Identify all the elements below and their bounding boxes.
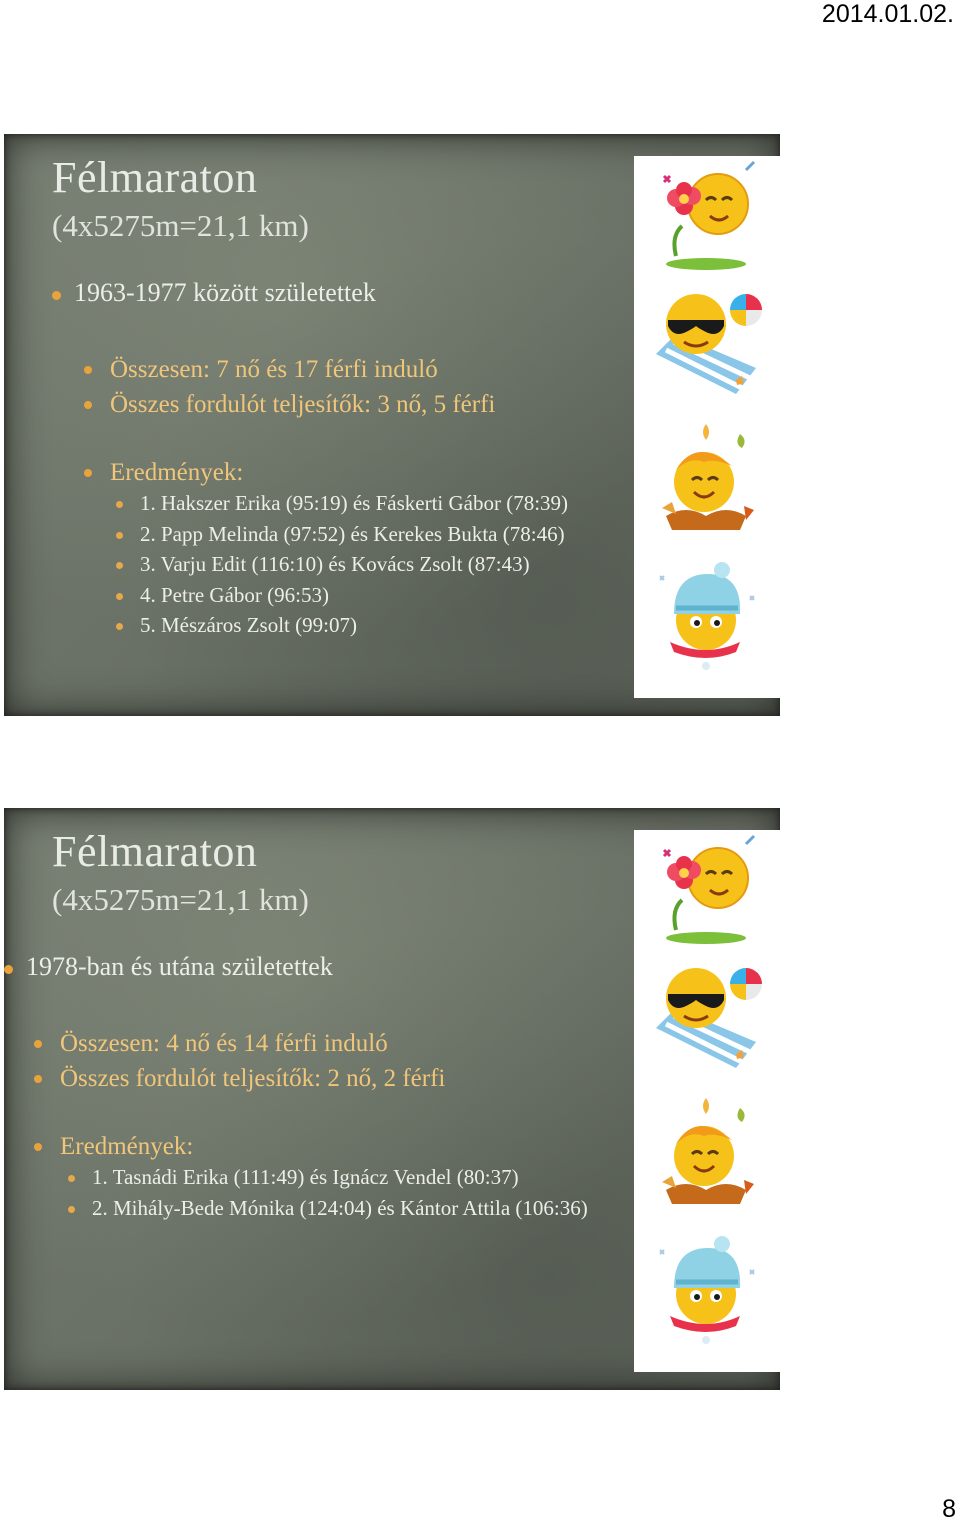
stat-item: Összesen: 4 nő és 14 férfi induló	[34, 1026, 445, 1061]
results-label: Eredmények:	[84, 455, 243, 490]
slide-2	[4, 808, 780, 1390]
stat-item: Összesen: 7 nő és 17 férfi induló	[84, 352, 495, 387]
group-heading: 1978-ban és utána születettek	[4, 952, 333, 982]
group-list	[4, 952, 333, 982]
summer-sunglasses-emoji-icon	[646, 284, 764, 402]
emoji-strip	[634, 156, 780, 698]
spring-flower-emoji-icon	[646, 156, 764, 274]
results-list	[68, 1162, 588, 1223]
summer-sunglasses-emoji-icon	[646, 958, 764, 1076]
stat-item: Összes fordulót teljesítők: 3 nő, 5 férfi	[84, 387, 495, 422]
stats-list	[84, 352, 495, 422]
result-item: 5. Mészáros Zsolt (99:07)	[116, 610, 568, 641]
emoji-strip	[634, 830, 780, 1372]
result-item: 2. Mihály-Bede Mónika (124:04) és Kántor Attila (106:36)	[68, 1193, 588, 1224]
stat-item: Összes fordulót teljesítők: 2 nő, 2 férfi	[34, 1061, 445, 1096]
result-item: 3. Varju Edit (116:10) és Kovács Zsolt (87:43)	[116, 549, 568, 580]
results-list	[116, 488, 568, 641]
autumn-leaves-emoji-icon	[646, 1094, 764, 1212]
results-label: Eredmények:	[34, 1129, 193, 1164]
result-item: 4. Petre Gábor (96:53)	[116, 580, 568, 611]
slide-subtitle: (4x5275m=21,1 km)	[52, 882, 309, 917]
result-item: 1. Tasnádi Erika (111:49) és Ignácz Vendel (80:37)	[68, 1162, 588, 1193]
slide-title: Félmaraton	[52, 827, 258, 876]
slide-title: Félmaraton	[52, 153, 258, 202]
group-list	[52, 278, 376, 308]
results-heading-list	[84, 455, 243, 490]
slide-1	[4, 134, 780, 716]
result-item: 1. Hakszer Erika (95:19) és Fáskerti Gábor (78:39)	[116, 488, 568, 519]
page-number: 8	[942, 1495, 956, 1523]
group-heading: 1963-1977 között születettek	[52, 278, 376, 308]
winter-hat-emoji-icon	[646, 1230, 764, 1348]
autumn-leaves-emoji-icon	[646, 420, 764, 538]
results-heading-list	[34, 1129, 193, 1164]
spring-flower-emoji-icon	[646, 830, 764, 948]
stats-list	[34, 1026, 445, 1096]
slide-subtitle: (4x5275m=21,1 km)	[52, 208, 309, 243]
result-item: 2. Papp Melinda (97:52) és Kerekes Bukta (78:46)	[116, 519, 568, 550]
page-date: 2014.01.02.	[821, 0, 954, 28]
winter-hat-emoji-icon	[646, 556, 764, 674]
